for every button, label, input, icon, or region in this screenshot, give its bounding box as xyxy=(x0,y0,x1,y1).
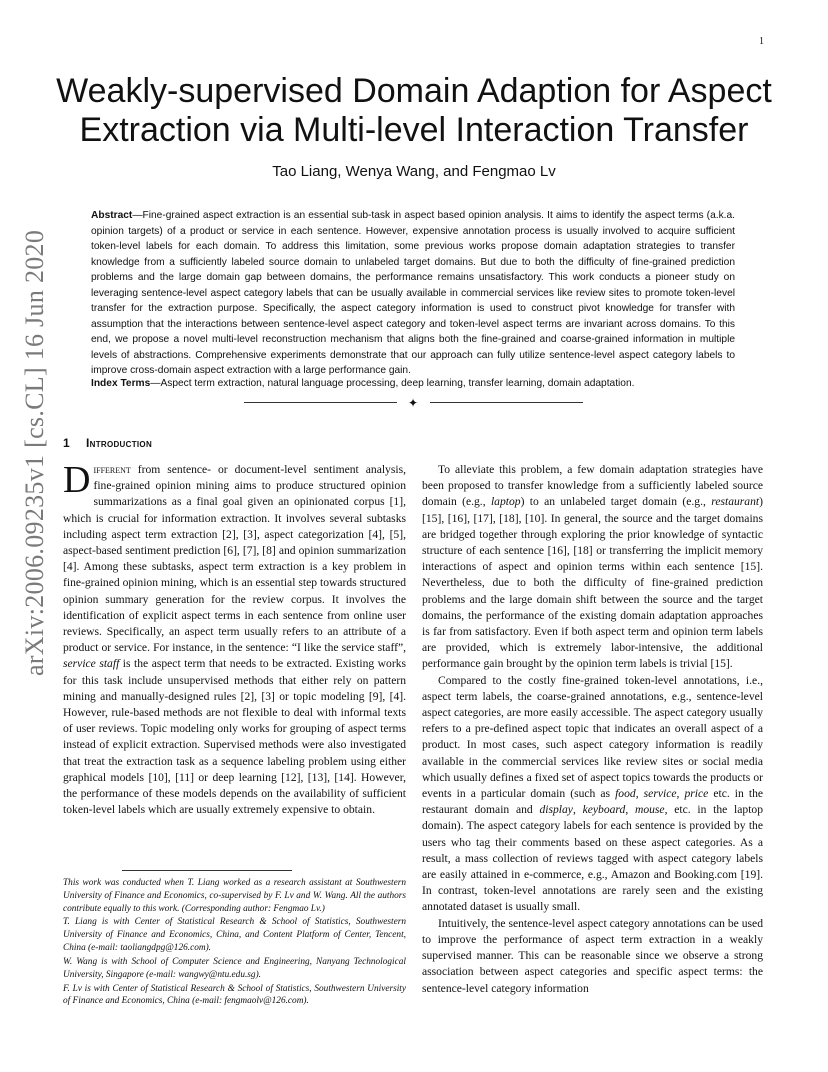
intro-text: from sentence- or document-level sentiment analysis, fine-grained opinion mining aims to produce structured opinion summarizations as a final goal given an opinionated corpus [1], which is crucial for information extraction. It involves several subtasks including aspect term extraction [2], [3], aspect categorization [4], [5], aspect-based sentiment prediction [6], [7], [8] and opinion summarization [4]. Among these subtasks, aspect term extraction is a key problem in fine-grained opinion mining, which is an essential step towards structured opinion summary generation for the review corpus. It involves the identification of explicit aspect terms in each sentence from online user reviews. Specifically, an aspect term usually refers to an attribute of a product or service. For instance, in the sentence: “I like the service staff”, xyxy=(63,463,406,655)
category-term: keyboard xyxy=(582,803,626,817)
section-heading xyxy=(63,436,152,450)
drop-cap-lead: ifferent xyxy=(93,463,131,476)
text-run: To alleviate this problem, a few domain adaptation strategies have been proposed to transfer knowledge from a sufficiently labeled source domain (e.g., xyxy=(422,463,763,509)
right-paragraph-3: Intuitively, the sentence-level aspect category annotations can be used to improve the performance of aspect term extraction in a weakly supervised manner. This can be reasonable since we observe a strong association between aspect categories and specific aspect terms: the sentence-level category information xyxy=(422,916,763,995)
right-paragraph-2 xyxy=(422,673,763,916)
text-run: , xyxy=(676,787,685,801)
footnote-item: This work was conducted when T. Liang worked as a research assistant at Southwestern University of Finance and Economics, co-supervised by F. Lv and W. Wang. All the authors contribute equally to this work. (Corresponding author: Fengmao Lv.) xyxy=(63,878,406,914)
index-terms-text: —Aspect term extraction, natural language processing, deep learning, transfer learning, domain adaptation. xyxy=(150,378,635,389)
footnote-item: T. Liang is with Center of Statistical Research & School of Statistics, Southwestern University of Finance and Economics, China, and Content Platform of Center, Tencent, China (e-mail: taoliangdpg@126.com). xyxy=(63,917,406,954)
separator-line-right xyxy=(430,402,583,403)
category-term: mouse xyxy=(634,803,665,817)
intro-paragraph-1 xyxy=(63,459,407,818)
left-column xyxy=(63,459,407,818)
footnote-item: W. Wang is with School of Computer Science and Engineering, Nanyang Technological University, Singapore (e-mail: wangwy@ntu.edu.sg). xyxy=(63,956,406,980)
category-term: food xyxy=(615,787,636,801)
footnotes xyxy=(63,877,406,1009)
category-term: service xyxy=(643,787,677,801)
domain-term: laptop xyxy=(490,495,521,509)
index-terms xyxy=(91,376,735,391)
section-separator xyxy=(244,396,584,412)
text-run: ) [15], [16], [17], [18], [10]. In general, the source and the target domains are bridged together through exploring the prior knowledge of syntactic structure of each sentence [16], [18] or transferring the implicit memory interactions of aspect and opinion terms within each sentence [15]. Nevertheless, due to both the difficulty of fine-grained prediction problems and the large domain shift between the source and the target domains, the performance of the existing domain adaptation approaches is far from satisfactory. Even if both aspect term and opinion term labels are provided, which is extremely labor-intensive, the additional performance gain brought by the opinion term labels is trivial [15]. xyxy=(422,495,763,671)
authors: Tao Liang, Wenya Wang, and Fengmao Lv xyxy=(272,163,556,180)
page-number: 1 xyxy=(759,36,764,47)
section-title: Introduction xyxy=(85,436,153,450)
text-run: ) to an unlabeled target domain (e.g., xyxy=(520,495,712,509)
abstract-text: —Fine-grained aspect extraction is an essential sub-task in aspect based opinion analysis. It aims to identify the aspect terms (a.k.a. opinion targets) of a product or service in each sentence. However, expensive annotation process is usually involved to acquire sufficient token-level labels for each domain. To address this limitation, some previous works propose domain adaptation strategies to transfer knowledge from a sufficiently labeled source domain to unlabeled target domains. But due to both the difficulty of fine-grained prediction problems and the large domain gap between domains, the performance remains unsatisfactory. This work conducts a pioneer study on leveraging sentence-level aspect category labels that can be usually available in commercial services like review sites to promote token-level transfer for the extraction purpose. Specifically, the aspect category information is used to construct pivot knowledge for transfer with assumption that the interactions between sentence-level aspect category and token-level aspect terms are invariant across domains. To this end, we propose a novel multi-level reconstruction mechanism that aligns both the fine-grained and coarse-grained information in multiple levels of abstractions. Comprehensive experiments demonstrate that our approach can fully utilize sentence-level aspect category labels to improve cross-domain aspect extraction with a large performance gain. xyxy=(91,210,735,376)
domain-term: restaurant xyxy=(711,495,760,509)
abstract-label: Abstract xyxy=(91,210,133,221)
drop-cap: D xyxy=(63,459,91,501)
text-run: etc. in the restaurant domain and xyxy=(422,787,764,817)
text-run: , xyxy=(635,787,644,801)
separator-line-left xyxy=(244,402,397,403)
index-terms-label: Index Terms xyxy=(91,378,151,389)
category-term: display xyxy=(539,803,573,817)
text-run: Compared to the costly fine-grained token-level annotations, i.e., aspect term labels, the coarse-grained annotations, e.g., sentence-level aspect categories, are more easily accessible. The aspect category usually refers to a pre-defined aspect topic that indicates an overall aspect of a product. In most cases, such aspect category information is readily available in the commercial services like review sites or social media which usually defines a fixed set of aspect topics towards the products or events in a particular domain (such as xyxy=(422,673,763,801)
right-column xyxy=(422,462,763,997)
arxiv-stamp: arXiv:2006.09235v1 [cs.CL] 16 Jun 2020 xyxy=(20,229,49,676)
right-paragraph-1 xyxy=(422,462,763,673)
separator-diamond-icon: ✦ xyxy=(408,396,419,410)
example-term: service staff xyxy=(63,657,120,671)
footnote-item: F. Lv is with Center of Statistical Research & School of Statistics, Southwestern University of Finance and Economics, China (e-mail: fengmaolv@126.com). xyxy=(63,983,406,1007)
abstract xyxy=(91,208,735,379)
text-run: , xyxy=(625,803,635,817)
intro-text-tail: is the aspect term that needs to be extracted. Existing works for this task include unsupervised methods that either rely on pattern mining and manually-designed rules [2], [3] or topic modeling [9], [4]. However, rule-based methods are not flexible to deal with informal texts of user reviews. Topic modeling only works for grouping of aspect terms instead of explicit extraction. Supervised methods were also investigated that treat the extraction task as a sequence labeling problem using either graphical models [10], [11] or deep learning [12], [13], [14]. However, the performance of these models depends on the availability of sufficient token-level labels which are usually extremely expensive to obtain. xyxy=(63,657,407,817)
text-run: , etc. in the laptop domain). The aspect category labels for each sentence is provided by the users who tag their comments based on these aspect categories. As a result, a mass collection of reviews tagged with aspect category labels are easily attained in e-commerce, e.g., Amazon and Booking.com [19]. In contrast, token-level annotations are rarely seen and the existing annotated dataset is usually small. xyxy=(422,803,764,914)
section-number: 1 xyxy=(63,436,70,450)
text-run: , xyxy=(572,803,583,817)
paper-title: Weakly-supervised Domain Adaption for Aspect Extraction via Multi-level Interaction Transfer xyxy=(56,72,772,150)
footnote-rule xyxy=(122,870,292,871)
category-term: price xyxy=(684,787,709,801)
